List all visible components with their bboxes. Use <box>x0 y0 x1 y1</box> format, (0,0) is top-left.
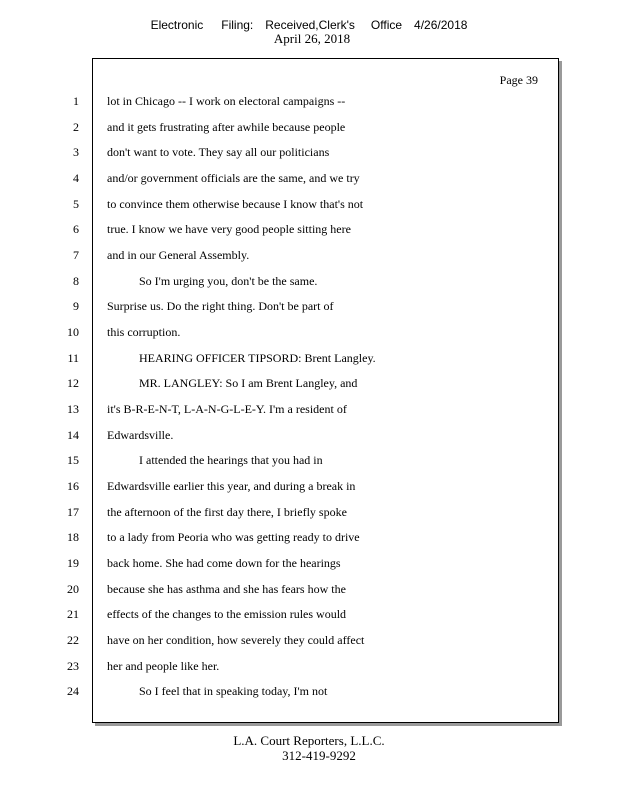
line-number: 1 <box>73 94 79 108</box>
line-number: 13 <box>67 402 79 416</box>
line-number: 9 <box>73 299 79 313</box>
transcript-line: because she has asthma and she has fears how the <box>107 582 346 596</box>
transcript-line: MR. LANGLEY: So I am Brent Langley, and <box>139 376 358 390</box>
transcript-line: Edwardsville earlier this year, and during a break in <box>107 479 356 493</box>
transcript-line: her and people like her. <box>107 659 220 673</box>
transcript-line: So I'm urging you, don't be the same. <box>139 274 318 288</box>
page-footer <box>0 733 618 763</box>
line-number: 21 <box>67 607 79 621</box>
transcript-line: I attended the hearings that you had in <box>139 453 323 467</box>
transcript-line: back home. She had come down for the hearings <box>107 556 341 570</box>
line-number: 4 <box>73 171 79 185</box>
transcript-line: and/or government officials are the same, and we try <box>107 171 360 185</box>
filing-stamp-line <box>0 18 618 32</box>
line-number: 8 <box>73 274 79 288</box>
transcript-line: HEARING OFFICER TIPSORD: Brent Langley. <box>139 351 376 365</box>
page-number: Page 39 <box>499 73 538 87</box>
transcript-line: this corruption. <box>107 325 181 339</box>
filing-stamp <box>0 18 618 46</box>
line-number: 7 <box>73 248 79 262</box>
filing-word-received-clerks: Received,Clerk's <box>265 18 355 32</box>
line-number: 3 <box>73 145 79 159</box>
line-number-column <box>0 0 80 800</box>
transcript-line: to convince them otherwise because I know that's not <box>107 197 364 211</box>
line-number: 14 <box>67 428 79 442</box>
line-number: 24 <box>67 684 79 698</box>
line-number: 23 <box>67 659 79 673</box>
line-number: 10 <box>67 325 79 339</box>
transcript-line: don't want to vote. They say all our politicians <box>107 145 330 159</box>
filing-word-office: Office <box>370 18 403 32</box>
line-number: 20 <box>67 582 79 596</box>
filing-word-electronic: Electronic <box>150 18 204 32</box>
transcript-line: true. I know we have very good people sitting here <box>107 222 351 236</box>
line-number: 2 <box>73 120 79 134</box>
line-number: 5 <box>73 197 79 211</box>
transcript-line: Edwardsville. <box>107 428 174 442</box>
line-number: 18 <box>67 530 79 544</box>
line-number: 12 <box>67 376 79 390</box>
transcript-line: the afternoon of the first day there, I briefly spoke <box>107 505 347 519</box>
transcript-line: to a lady from Peoria who was getting ready to drive <box>107 530 360 544</box>
line-number: 19 <box>67 556 79 570</box>
line-number: 16 <box>67 479 79 493</box>
reporter-company: L.A. Court Reporters, L.L.C. <box>233 733 385 748</box>
transcript-line: it's B-R-E-N-T, L-A-N-G-L-E-Y. I'm a resident of <box>107 402 347 416</box>
transcript-line: have on her condition, how severely they could affect <box>107 633 365 647</box>
transcript-line: So I feel that in speaking today, I'm not <box>139 684 328 698</box>
reporter-phone: 312-419-9292 <box>282 748 356 763</box>
transcript-line: and in our General Assembly. <box>107 248 250 262</box>
transcript-line: lot in Chicago -- I work on electoral campaigns -- <box>107 94 346 108</box>
transcript-line: effects of the changes to the emission rules would <box>107 607 347 621</box>
filing-date-long: April 26, 2018 <box>273 31 351 46</box>
line-number: 6 <box>73 222 79 236</box>
line-number: 17 <box>67 505 79 519</box>
filing-word-filing: Filing: <box>221 18 254 32</box>
transcript-line: and it gets frustrating after awhile because people <box>107 120 346 134</box>
line-number: 11 <box>67 351 79 365</box>
line-number: 15 <box>67 453 79 467</box>
filing-date-short: 4/26/2018 <box>414 18 468 32</box>
line-number: 22 <box>67 633 79 647</box>
transcript-line: Surprise us. Do the right thing. Don't be part of <box>107 299 334 313</box>
